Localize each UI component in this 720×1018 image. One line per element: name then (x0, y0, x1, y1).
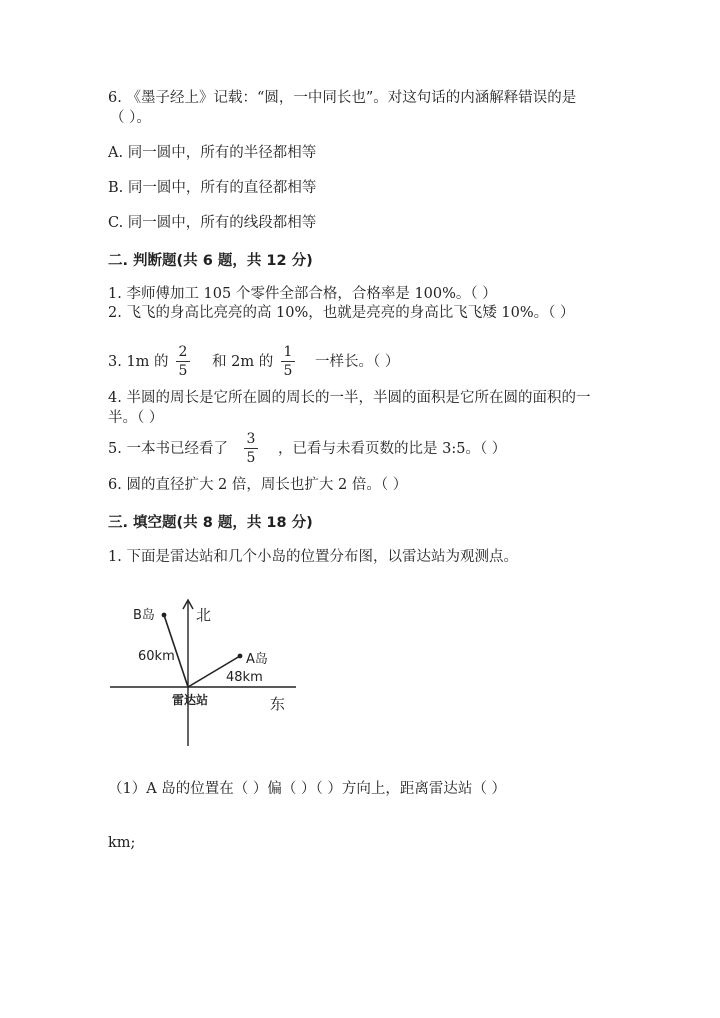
judge-item-4-line2: 半。（ ） (108, 410, 164, 426)
fraction-numerator: 2 (178, 344, 188, 360)
q6-option-b: B. 同一圆中，所有的直径都相等 (108, 180, 317, 196)
a-island-point (238, 654, 243, 659)
q6-option-c: C. 同一圆中，所有的线段都相等 (108, 215, 317, 231)
fraction-denominator: 5 (178, 363, 188, 379)
a-island-label: A岛 (246, 652, 268, 667)
fraction-denominator: 5 (246, 450, 256, 466)
north-label: 北 (196, 606, 212, 624)
east-label: 东 (270, 695, 286, 713)
judge-item-4-line1: 4. 半圆的周长是它所在圆的周长的一半，半圆的面积是它所在圆的面积的一 (108, 390, 591, 406)
q6-stem-line1: 6. 《墨子经上》记载：“圆，一中同长也”。对这句话的内涵解释错误的是 (108, 90, 577, 106)
judge-item-1: 1. 李师傅加工 105 个零件全部合格，合格率是 100%。（ ） (108, 286, 497, 302)
judge-item-5-part-a: 5. 一本书已经看了 (108, 441, 228, 457)
fill-item-1: 1. 下面是雷达站和几个小岛的位置分布图，以雷达站为观测点。 (108, 549, 518, 565)
judge-item-2: 2. 飞飞的身高比亮亮的高 10%，也就是亮亮的身高比飞飞矮 10%。（ ） (108, 305, 575, 321)
fraction-denominator: 5 (283, 363, 293, 379)
judge-item-3-part-a: 3. 1m 的 (108, 354, 169, 370)
a-distance-label: 48km (226, 670, 263, 685)
fraction-2-5 (176, 344, 190, 379)
fraction-numerator: 1 (283, 344, 293, 360)
fill-item-1-sub-1: （1）A 岛的位置在（ ）偏（ ）（ ）方向上，距离雷达站（ ） (108, 781, 506, 797)
fraction-3-5 (244, 431, 258, 466)
fill-item-1-sub-1-unit: km; (108, 835, 136, 851)
q6-option-a: A. 同一圆中，所有的半径都相等 (108, 145, 317, 161)
judge-item-5-part-b: ，已看与未看页数的比是 3:5。（ ） (278, 441, 507, 457)
b-distance-label: 60km (138, 649, 175, 664)
judge-item-3-part-c: 一样长。（ ） (315, 354, 400, 370)
q6-stem-line2: （ ）。 (110, 110, 151, 126)
b-island-point (162, 613, 167, 618)
fraction-1-5 (281, 344, 295, 379)
fraction-numerator: 3 (246, 431, 256, 447)
b-island-label: B岛 (133, 608, 155, 623)
section3-title: 三. 填空题(共 8 题，共 18 分) (108, 515, 313, 531)
radar-position-diagram (108, 596, 308, 746)
judge-item-6: 6. 圆的直径扩大 2 倍，周长也扩大 2 倍。（ ） (108, 477, 408, 493)
section2-title: 二. 判断题(共 6 题，共 12 分) (108, 253, 313, 269)
judge-item-3-part-b: 和 2m 的 (212, 354, 274, 370)
station-label: 雷达站 (172, 693, 209, 707)
